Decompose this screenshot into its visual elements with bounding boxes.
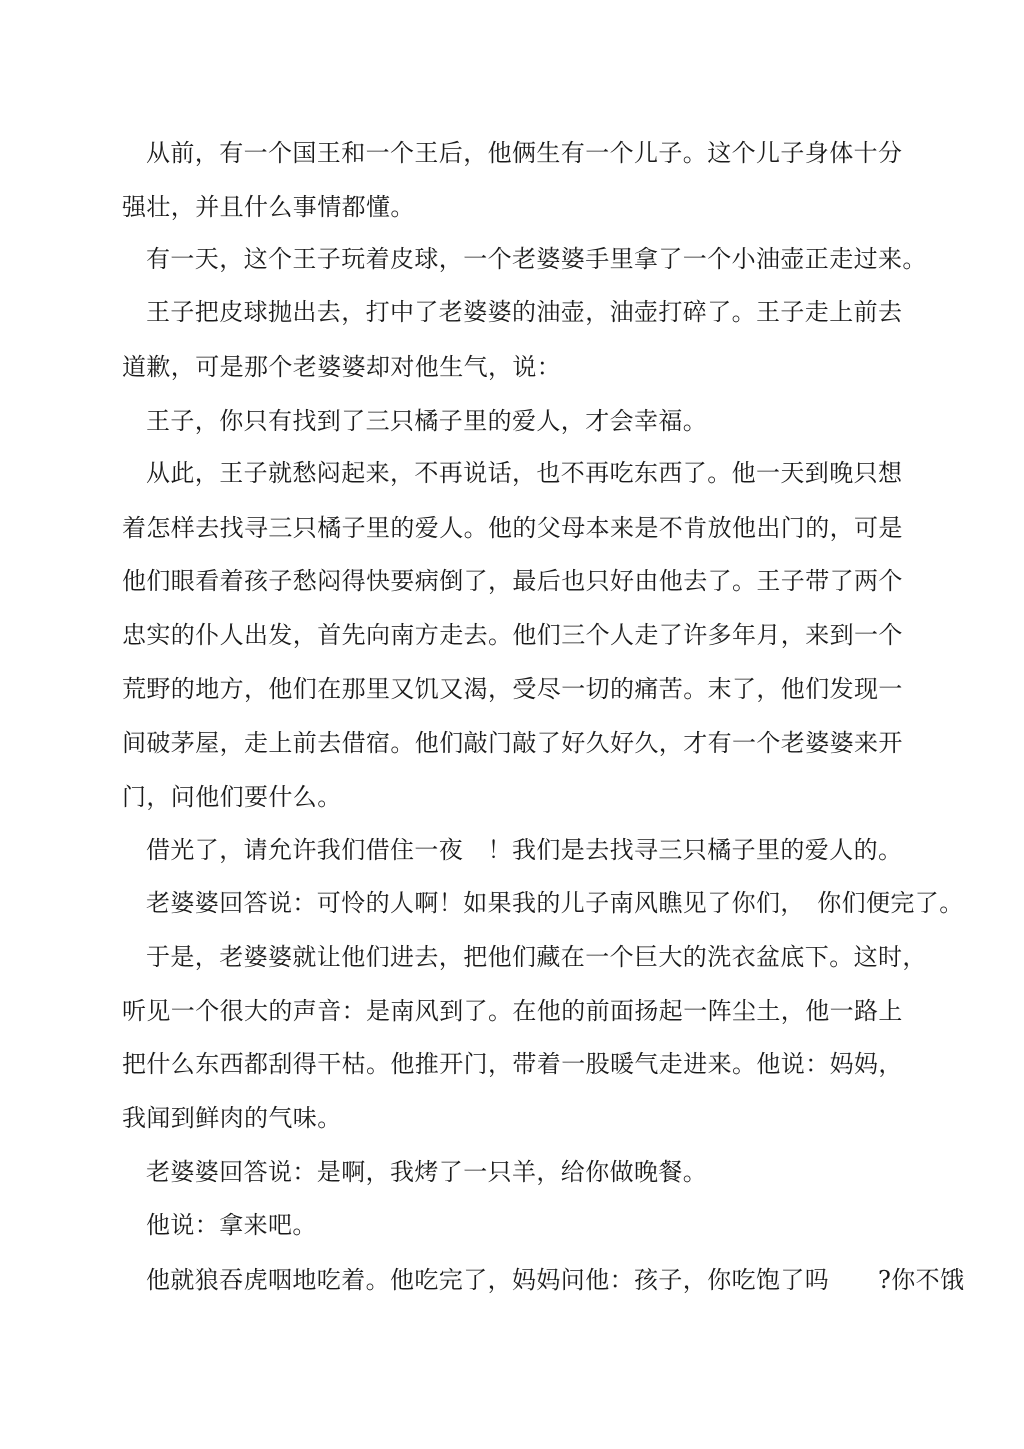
text-line: 我闻到鲜肉的气味。 <box>122 1104 342 1132</box>
text-line: 门，问他们要什么。 <box>122 783 342 811</box>
text-line: 他说：拿来吧。 <box>146 1211 317 1239</box>
text-line: 忠实的仆人出发，首先向南方走去。他们三个人走了许多年月，来到一个 <box>122 621 903 649</box>
text-line: 老婆婆回答说：是啊，我烤了一只羊，给你做晚餐。 <box>146 1158 708 1186</box>
text-line: 听见一个很大的声音：是南风到了。在他的前面扬起一阵尘土，他一路上 <box>122 997 903 1025</box>
text-line: 于是，老婆婆就让他们进去，把他们藏在一个巨大的洗衣盆底下。这时， <box>146 943 927 971</box>
text-line: 从此，王子就愁闷起来，不再说话，也不再吃东西了。他一天到晚只想 <box>146 459 903 487</box>
text-line: 王子，你只有找到了三只橘子里的爱人，才会幸福。 <box>146 407 708 435</box>
text-line: 荒野的地方，他们在那里又饥又渴，受尽一切的痛苦。末了，他们发现一 <box>122 675 903 703</box>
text-line: 借光了，请允许我们借住一夜 ！我们是去找寻三只橘子里的爱人的。 <box>146 836 903 864</box>
text-line: 王子把皮球抛出去，打中了老婆婆的油壶，油壶打碎了。王子走上前去 <box>146 298 903 326</box>
text-line: 有一天，这个王子玩着皮球，一个老婆婆手里拿了一个小油壶正走过来。 <box>146 245 927 273</box>
text-line: 把什么东西都刮得干枯。他推开门，带着一股暖气走进来。他说：妈妈， <box>122 1050 903 1078</box>
text-line: 强壮，并且什么事情都懂。 <box>122 193 415 221</box>
text-line: 道歉，可是那个老婆婆却对他生气，说： <box>122 353 562 381</box>
text-line: 老婆婆回答说：可怜的人啊！如果我的儿子南风瞧见了你们， 你们便完了。 <box>146 889 964 917</box>
text-line: 着怎样去找寻三只橘子里的爱人。他的父母本来是不肯放他出门的，可是 <box>122 514 903 542</box>
text-line: 从前，有一个国王和一个王后，他俩生有一个儿子。这个儿子身体十分 <box>146 139 903 167</box>
text-line: 他就狼吞虎咽地吃着。他吃完了，妈妈问他：孩子，你吃饱了吗 ?你不饿 <box>146 1266 965 1294</box>
text-line: 间破茅屋，走上前去借宿。他们敲门敲了好久好久，才有一个老婆婆来开 <box>122 729 903 757</box>
text-line: 他们眼看着孩子愁闷得快要病倒了，最后也只好由他去了。王子带了两个 <box>122 567 903 595</box>
